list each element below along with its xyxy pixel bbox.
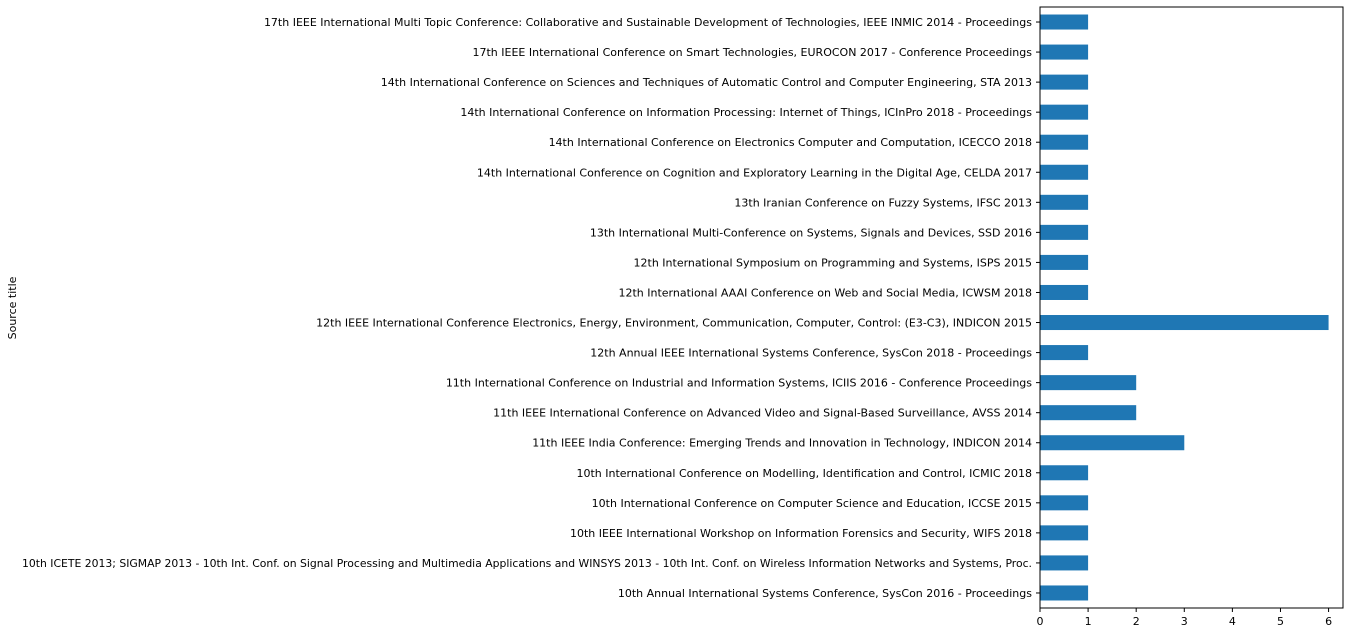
y-tick-label: 12th Annual IEEE International Systems Conference, SysCon 2018 - Proceedings [590, 346, 1032, 360]
bar [1040, 45, 1088, 60]
y-tick-label: 14th International Conference on Information Processing: Internet of Things, ICInPro 2018 - Proceedings [460, 106, 1032, 120]
x-tick-label: 5 [1276, 615, 1284, 628]
bar [1040, 345, 1088, 360]
y-tick-label: 11th International Conference on Industrial and Information Systems, ICIIS 2016 - Conference Proceedings [445, 376, 1032, 390]
bar [1040, 135, 1088, 150]
bar [1040, 405, 1136, 420]
bar [1040, 315, 1329, 330]
y-tick-label: 17th IEEE International Conference on Smart Technologies, EUROCON 2017 - Conference Proceedings [472, 46, 1032, 60]
bar [1040, 255, 1088, 270]
y-tick-label: 13th International Multi-Conference on Systems, Signals and Devices, SSD 2016 [589, 226, 1032, 240]
x-tick-label: 3 [1180, 615, 1188, 628]
x-tick-label: 6 [1325, 615, 1333, 628]
y-tick-label: 11th IEEE International Conference on Advanced Video and Signal-Based Surveillance, AVSS 2014 [493, 406, 1032, 420]
bar [1040, 75, 1088, 90]
y-tick-label: 12th IEEE International Conference Electronics, Energy, Environment, Communication, Computer, Control: (E3-C3), INDICON 2015 [316, 316, 1032, 330]
bar [1040, 225, 1088, 240]
bar [1040, 15, 1088, 30]
y-tick-label: 10th ICETE 2013; SIGMAP 2013 - 10th Int. Conf. on Signal Processing and Multimedia Applications and WINSYS 2013 - 10th Int. Conf. on Wireless Information Networks and Systems, Proc. [22, 556, 1032, 570]
x-tick-label: 0 [1036, 615, 1044, 628]
bar [1040, 585, 1088, 600]
y-tick-label: 13th Iranian Conference on Fuzzy Systems, IFSC 2013 [734, 196, 1032, 210]
y-tick-label: 14th International Conference on Sciences and Techniques of Automatic Control and Computer Engineering, STA 2013 [380, 76, 1032, 90]
bar [1040, 495, 1088, 510]
x-tick-group [1037, 608, 1333, 628]
y-tick-label: 10th IEEE International Workshop on Information Forensics and Security, WIFS 2018 [569, 526, 1032, 540]
y-tick-label: 14th International Conference on Cognition and Exploratory Learning in the Digital Age, CELDA 2017 [476, 166, 1032, 180]
bar [1040, 165, 1088, 180]
bar [1040, 105, 1088, 120]
y-axis-label: Source title [6, 276, 19, 340]
x-tick-label: 2 [1132, 615, 1140, 628]
bar [1040, 465, 1088, 480]
y-tick-labels [22, 16, 1040, 600]
bar [1040, 375, 1136, 390]
y-tick-label: 14th International Conference on Electronics Computer and Computation, ICECCO 2018 [548, 136, 1032, 150]
plot-background [1040, 7, 1343, 608]
x-tick-label: 4 [1228, 615, 1236, 628]
bar [1040, 525, 1088, 540]
bar [1040, 435, 1184, 450]
y-tick-label: 12th International Symposium on Programming and Systems, ISPS 2015 [633, 256, 1032, 270]
bar [1040, 285, 1088, 300]
bar [1040, 195, 1088, 210]
y-tick-label: 10th Annual International Systems Conference, SysCon 2016 - Proceedings [617, 586, 1032, 600]
x-tick-label: 1 [1084, 615, 1092, 628]
y-tick-label: 10th International Conference on Modelling, Identification and Control, ICMIC 2018 [576, 466, 1032, 480]
y-tick-label: 10th International Conference on Computer Science and Education, ICCSE 2015 [591, 496, 1032, 510]
y-tick-label: 11th IEEE India Conference: Emerging Trends and Innovation in Technology, INDICON 2014 [532, 436, 1032, 450]
bar [1040, 555, 1088, 570]
y-tick-label: 12th International AAAI Conference on Web and Social Media, ICWSM 2018 [618, 286, 1032, 300]
y-tick-label: 17th IEEE International Multi Topic Conference: Collaborative and Sustainable Development of Technologies, IEEE INMIC 2014 - Proceedings [263, 16, 1032, 30]
